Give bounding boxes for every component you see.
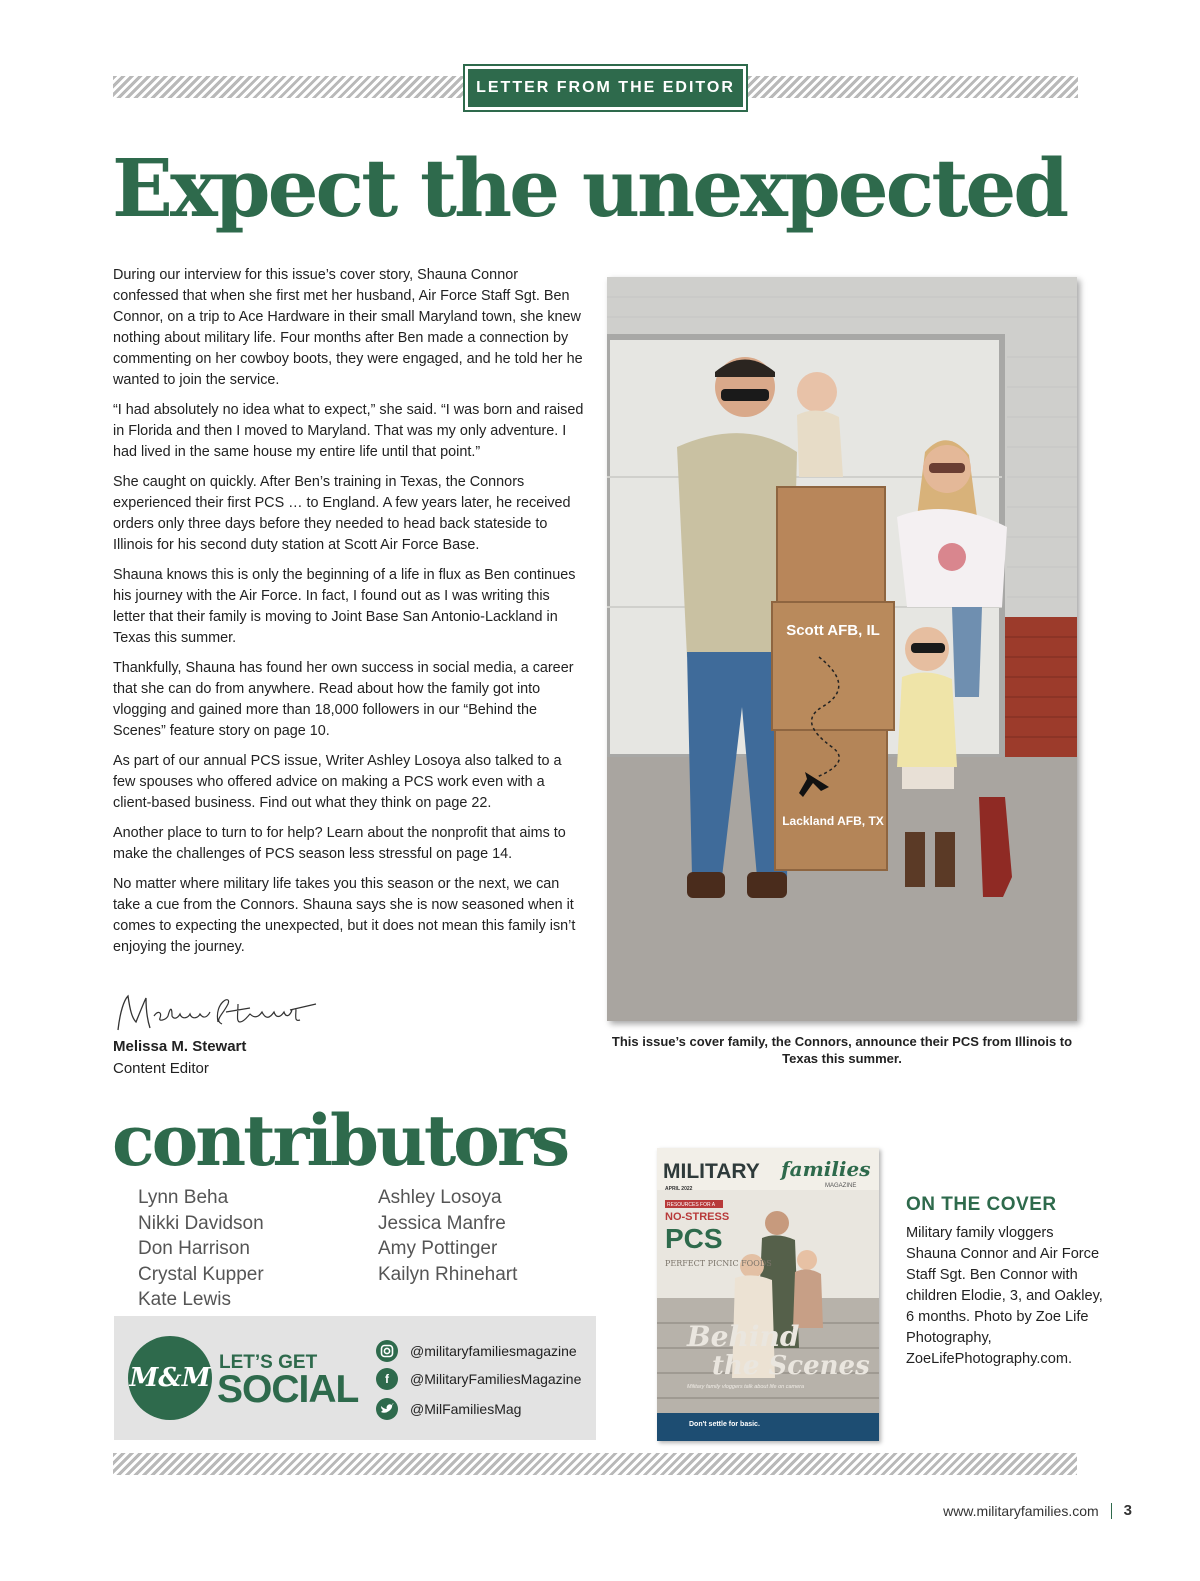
editor-title: Content Editor [113, 1060, 209, 1077]
cover-masthead-script: families [781, 1157, 871, 1181]
lets-get-label: LET’S GET [219, 1352, 318, 1373]
page-number: 3 [1123, 1502, 1132, 1519]
twitter-icon [376, 1398, 398, 1420]
facebook-handle[interactable] [376, 1368, 581, 1390]
cover-strap: Military family vloggers talk about life on camera [687, 1384, 805, 1390]
headline: Expect the unexpected [112, 141, 1067, 235]
social-label: SOCIAL [217, 1368, 359, 1411]
contributor-name: Lynn Beha [138, 1187, 229, 1208]
bottom-hatch [113, 1453, 1077, 1475]
article-paragraph: During our interview for this issue’s cover story, Shauna Connor confessed that when she first met her husband, Air Force Staff Sgt. Ben Connor, on a trip to Ace Hardware in their small Maryland town, she knew nothing about military life. Four months after Ben made a connection by commenting on her cowboy boots, they were engaged, and he told her he wanted to join the service. [113, 267, 583, 388]
article-body [113, 265, 585, 967]
footer-url[interactable]: www.militaryfamilies.com [943, 1502, 1099, 1519]
article-paragraph: “I had absolutely no idea what to expect,” she said. “I was born and raised in Florida and then I moved to Maryland. That was my only adventure. I had lived in the same house my entire life until that point.” [113, 402, 584, 460]
social-panel [114, 1316, 596, 1440]
cover-masthead: MILITARY [663, 1160, 760, 1183]
cover-feature3-b: the Scenes [712, 1351, 870, 1381]
top-hatch-left [113, 76, 463, 98]
cover-feature2: PERFECT PICNIC FOODS [665, 1259, 772, 1268]
section-kicker [463, 64, 748, 112]
cover-feature3-a: Behind [687, 1320, 800, 1353]
contributor-name: Ashley Losoya [378, 1187, 502, 1208]
contributor-name: Crystal Kupper [138, 1263, 264, 1285]
page-footer [943, 1502, 1132, 1519]
article-paragraph: Thankfully, Shauna has found her own success in social media, a career that she can do from anywhere. Read about how the family got into vlogging and gained more than 18,000 followers in our “Behind the Scenes” feature story on page 10. [113, 660, 574, 739]
cover-ad-text: Don't settle for basic. [689, 1421, 760, 1428]
twitter-handle[interactable] [376, 1398, 521, 1420]
section-kicker-label: LETTER FROM THE EDITOR [468, 69, 743, 107]
twitter-handle-text: @MilFamiliesMag [410, 1401, 522, 1417]
facebook-handle-text: @MilitaryFamiliesMagazine [410, 1371, 582, 1387]
contributors-title: contributors [112, 1099, 568, 1182]
mm-logo: M&M [128, 1336, 212, 1420]
article-paragraph: Another place to turn to for help? Learn about the nonprofit that aims to make the challenges of PCS season less stressful on page 14. [113, 825, 566, 862]
handwritten-signature [110, 982, 330, 1042]
contributor-name: Don Harrison [138, 1238, 250, 1259]
cover-feature1: PCS [665, 1223, 723, 1254]
cover-feature1-sub: NO-STRESS [665, 1211, 730, 1223]
contributor-name: Amy Pottinger [378, 1238, 498, 1259]
on-the-cover-text: Military family vloggers Shauna Connor and Air Force Staff Sgt. Ben Connor with children Elodie, 3, and Oakley, 6 months. Photo by Zoe Life Photography, ZoeLifePhotography.com. [906, 1225, 1103, 1367]
instagram-icon [376, 1340, 398, 1362]
box-label-top: Scott AFB, IL [786, 622, 880, 639]
contributors-column-2 [378, 1185, 517, 1287]
article-paragraph: No matter where military life takes you this season or the next, we can take a cue from the Connors. Shauna says she is now seasoned when it comes to expecting the unexpected, but it does not mean this family isn’t enjoying the journey. [113, 876, 576, 955]
on-the-cover-title: ON THE COVER [906, 1194, 1057, 1215]
article-paragraph: She caught on quickly. After Ben’s training in Texas, the Connors experienced their first PCS … to England. A few years later, he received orders only three days before they needed to head back stateside to Illinois for his second duty station at Scott Air Force Base. [113, 474, 571, 553]
cover-magazine-label: MAGAZINE [825, 1183, 857, 1189]
cover-date: APRIL 2022 [665, 1186, 693, 1192]
article-paragraph: Shauna knows this is only the beginning of a life in flux as Ben continues his journey with the Air Force. In fact, I found out as I was writing this letter that their family is moving to Joint Base San Antonio-Lackland in Texas this summer. [113, 567, 576, 646]
facebook-icon: f [376, 1368, 398, 1390]
editor-name: Melissa M. Stewart [113, 1038, 247, 1055]
contributors-column-1 [138, 1185, 264, 1313]
top-hatch-right [748, 76, 1078, 98]
photo-caption: This issue’s cover family, the Connors, announce their PCS from Illinois to Texas this summer. [611, 1034, 1073, 1066]
instagram-handle-text: @militaryfamiliesmagazine [410, 1343, 577, 1359]
article-paragraph: As part of our annual PCS issue, Writer Ashley Losoya also talked to a few spouses who offered advice on making a PCS work even with a client-based business. Find out what they think on page 22. [113, 753, 562, 811]
contributor-name: Nikki Davidson [138, 1212, 264, 1234]
contributor-name: Kailyn Rhinehart [378, 1263, 518, 1285]
box-label-bottom: Lackland AFB, TX [782, 814, 884, 828]
magazine-cover-thumbnail [657, 1148, 879, 1441]
contributor-name: Kate Lewis [138, 1289, 231, 1310]
instagram-handle[interactable] [376, 1340, 577, 1362]
contributor-name: Jessica Manfre [378, 1212, 506, 1234]
cover-feature1-tag: RESOURCES FOR A [667, 1202, 716, 1208]
cover-family-photo [607, 277, 1077, 1021]
footer-divider [1111, 1503, 1112, 1519]
